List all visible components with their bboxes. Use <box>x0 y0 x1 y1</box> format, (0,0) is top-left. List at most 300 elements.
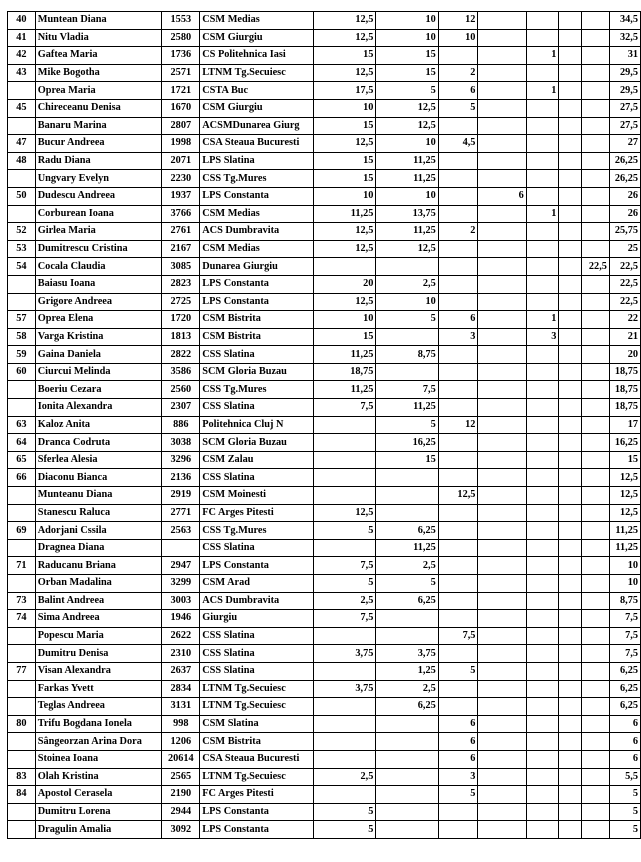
score-2-cell <box>376 768 438 786</box>
total-cell: 5 <box>609 821 640 839</box>
club-cell: CSS Slatina <box>200 627 314 645</box>
club-cell: CSM Bistrita <box>200 733 314 751</box>
total-cell: 21 <box>609 328 640 346</box>
table-row <box>8 258 641 276</box>
rank-cell: 58 <box>8 328 36 346</box>
score-5-cell <box>526 698 559 716</box>
score-7-cell <box>582 557 610 575</box>
total-cell: 32,5 <box>609 29 640 47</box>
license-code-cell: 1553 <box>162 12 200 30</box>
score-6-cell <box>559 240 582 258</box>
score-2-cell: 10 <box>376 12 438 30</box>
score-1-cell: 12,5 <box>314 12 376 30</box>
table-row <box>8 240 641 258</box>
score-2-cell <box>376 750 438 768</box>
score-1-cell: 12,5 <box>314 135 376 153</box>
score-6-cell <box>559 399 582 417</box>
athlete-name-cell: Baiasu Ioana <box>35 275 162 293</box>
athlete-name-cell: Sângeorzan Arina Dora <box>35 733 162 751</box>
score-4-cell <box>478 434 526 452</box>
license-code-cell: 2190 <box>162 786 200 804</box>
athlete-name-cell: Muntean Diana <box>35 12 162 30</box>
total-cell: 11,25 <box>609 522 640 540</box>
score-4-cell <box>478 135 526 153</box>
score-7-cell <box>582 662 610 680</box>
score-3-cell <box>438 504 478 522</box>
license-code-cell: 2725 <box>162 293 200 311</box>
license-code-cell: 2310 <box>162 645 200 663</box>
total-cell: 10 <box>609 557 640 575</box>
table-row <box>8 662 641 680</box>
license-code-cell: 3003 <box>162 592 200 610</box>
score-5-cell <box>526 293 559 311</box>
score-6-cell <box>559 311 582 329</box>
score-2-cell: 5 <box>376 416 438 434</box>
license-code-cell: 2071 <box>162 152 200 170</box>
score-1-cell: 12,5 <box>314 293 376 311</box>
score-3-cell <box>438 117 478 135</box>
score-5-cell <box>526 750 559 768</box>
score-3-cell <box>438 522 478 540</box>
score-7-cell <box>582 29 610 47</box>
score-2-cell <box>376 715 438 733</box>
score-6-cell <box>559 293 582 311</box>
score-5-cell <box>526 117 559 135</box>
total-cell: 34,5 <box>609 12 640 30</box>
score-7-cell <box>582 698 610 716</box>
total-cell: 11,25 <box>609 539 640 557</box>
score-2-cell <box>376 821 438 839</box>
license-code-cell: 2563 <box>162 522 200 540</box>
score-3-cell: 12 <box>438 416 478 434</box>
score-4-cell <box>478 99 526 117</box>
score-4-cell <box>478 399 526 417</box>
score-5-cell <box>526 522 559 540</box>
score-6-cell <box>559 750 582 768</box>
athlete-name-cell: Corburean Ioana <box>35 205 162 223</box>
club-cell: CSM Medias <box>200 12 314 30</box>
score-5-cell: 1 <box>526 47 559 65</box>
score-1-cell <box>314 487 376 505</box>
rank-cell: 65 <box>8 451 36 469</box>
total-cell: 27 <box>609 135 640 153</box>
score-1-cell: 12,5 <box>314 240 376 258</box>
score-4-cell <box>478 750 526 768</box>
score-1-cell: 10 <box>314 99 376 117</box>
license-code-cell: 1813 <box>162 328 200 346</box>
score-1-cell <box>314 786 376 804</box>
total-cell: 12,5 <box>609 504 640 522</box>
club-cell: LTNM Tg.Secuiesc <box>200 680 314 698</box>
score-2-cell <box>376 627 438 645</box>
score-5-cell <box>526 627 559 645</box>
table-row <box>8 821 641 839</box>
score-4-cell <box>478 610 526 628</box>
score-6-cell <box>559 575 582 593</box>
table-row <box>8 152 641 170</box>
total-cell: 7,5 <box>609 610 640 628</box>
score-2-cell <box>376 469 438 487</box>
score-2-cell <box>376 803 438 821</box>
score-2-cell: 12,5 <box>376 240 438 258</box>
club-cell: CSTA Buc <box>200 82 314 100</box>
table-row <box>8 750 641 768</box>
total-cell: 26 <box>609 187 640 205</box>
table-row <box>8 610 641 628</box>
score-2-cell: 16,25 <box>376 434 438 452</box>
license-code-cell: 3038 <box>162 434 200 452</box>
score-1-cell <box>314 469 376 487</box>
table-row <box>8 768 641 786</box>
score-1-cell: 7,5 <box>314 399 376 417</box>
total-cell: 17 <box>609 416 640 434</box>
rank-cell: 48 <box>8 152 36 170</box>
table-row <box>8 170 641 188</box>
score-5-cell <box>526 29 559 47</box>
score-4-cell <box>478 275 526 293</box>
table-row <box>8 64 641 82</box>
score-1-cell: 12,5 <box>314 223 376 241</box>
score-4-cell <box>478 64 526 82</box>
score-4-cell <box>478 504 526 522</box>
score-4-cell <box>478 768 526 786</box>
license-code-cell: 2822 <box>162 346 200 364</box>
score-2-cell: 5 <box>376 575 438 593</box>
club-cell: CSS Slatina <box>200 346 314 364</box>
score-4-cell <box>478 117 526 135</box>
score-5-cell <box>526 662 559 680</box>
rank-cell: 40 <box>8 12 36 30</box>
score-6-cell <box>559 487 582 505</box>
total-cell: 29,5 <box>609 64 640 82</box>
score-5-cell <box>526 240 559 258</box>
license-code-cell: 2944 <box>162 803 200 821</box>
score-6-cell <box>559 715 582 733</box>
score-3-cell: 5 <box>438 786 478 804</box>
score-7-cell <box>582 82 610 100</box>
club-cell: Dunarea Giurgiu <box>200 258 314 276</box>
table-row <box>8 82 641 100</box>
score-1-cell: 15 <box>314 47 376 65</box>
table-row <box>8 363 641 381</box>
rank-cell <box>8 575 36 593</box>
score-6-cell <box>559 12 582 30</box>
score-6-cell <box>559 733 582 751</box>
license-code-cell: 1206 <box>162 733 200 751</box>
total-cell: 26 <box>609 205 640 223</box>
score-7-cell <box>582 434 610 452</box>
score-7-cell <box>582 803 610 821</box>
club-cell: CSM Arad <box>200 575 314 593</box>
club-cell: SCM Gloria Buzau <box>200 434 314 452</box>
table-row <box>8 469 641 487</box>
rank-cell <box>8 733 36 751</box>
score-3-cell <box>438 363 478 381</box>
score-7-cell <box>582 715 610 733</box>
score-4-cell: 6 <box>478 187 526 205</box>
score-1-cell <box>314 434 376 452</box>
score-2-cell: 11,25 <box>376 539 438 557</box>
license-code-cell: 2167 <box>162 240 200 258</box>
license-code-cell: 2571 <box>162 64 200 82</box>
athlete-name-cell: Ciurcui Melinda <box>35 363 162 381</box>
score-6-cell <box>559 99 582 117</box>
rank-cell <box>8 82 36 100</box>
club-cell: Politehnica Cluj N <box>200 416 314 434</box>
athlete-name-cell: Radu Diana <box>35 152 162 170</box>
athlete-name-cell: Apostol Cerasela <box>35 786 162 804</box>
score-3-cell <box>438 205 478 223</box>
score-5-cell <box>526 451 559 469</box>
athlete-name-cell: Teglas Andreea <box>35 698 162 716</box>
score-6-cell <box>559 47 582 65</box>
license-code-cell: 2771 <box>162 504 200 522</box>
total-cell: 26,25 <box>609 152 640 170</box>
score-5-cell <box>526 557 559 575</box>
table-row <box>8 399 641 417</box>
table-row <box>8 29 641 47</box>
score-1-cell <box>314 662 376 680</box>
score-2-cell <box>376 363 438 381</box>
rank-cell: 77 <box>8 662 36 680</box>
score-1-cell: 5 <box>314 803 376 821</box>
score-3-cell <box>438 381 478 399</box>
score-3-cell <box>438 275 478 293</box>
rank-cell: 63 <box>8 416 36 434</box>
license-code-cell: 1998 <box>162 135 200 153</box>
club-cell: LTNM Tg.Secuiesc <box>200 698 314 716</box>
table-row <box>8 733 641 751</box>
score-7-cell <box>582 627 610 645</box>
athlete-name-cell: Farkas Yvett <box>35 680 162 698</box>
score-5-cell <box>526 592 559 610</box>
score-1-cell: 2,5 <box>314 592 376 610</box>
rank-cell: 47 <box>8 135 36 153</box>
score-1-cell: 17,5 <box>314 82 376 100</box>
score-2-cell <box>376 504 438 522</box>
score-6-cell <box>559 275 582 293</box>
club-cell: CSM Bistrita <box>200 311 314 329</box>
table-row <box>8 627 641 645</box>
score-3-cell <box>438 821 478 839</box>
score-1-cell <box>314 416 376 434</box>
license-code-cell: 2761 <box>162 223 200 241</box>
score-1-cell: 5 <box>314 522 376 540</box>
license-code-cell: 2560 <box>162 381 200 399</box>
score-1-cell: 11,25 <box>314 381 376 399</box>
athlete-name-cell: Dragnea Diana <box>35 539 162 557</box>
score-5-cell <box>526 680 559 698</box>
score-7-cell <box>582 12 610 30</box>
license-code-cell: 1721 <box>162 82 200 100</box>
score-3-cell <box>438 47 478 65</box>
athlete-name-cell: Trifu Bogdana Ionela <box>35 715 162 733</box>
score-6-cell <box>559 64 582 82</box>
total-cell: 22,5 <box>609 293 640 311</box>
table-row <box>8 328 641 346</box>
score-5-cell <box>526 821 559 839</box>
score-5-cell <box>526 434 559 452</box>
score-1-cell: 15 <box>314 117 376 135</box>
score-1-cell: 12,5 <box>314 64 376 82</box>
license-code-cell: 2230 <box>162 170 200 188</box>
score-2-cell: 13,75 <box>376 205 438 223</box>
total-cell: 18,75 <box>609 363 640 381</box>
score-2-cell <box>376 733 438 751</box>
license-code-cell: 2919 <box>162 487 200 505</box>
score-7-cell <box>582 575 610 593</box>
score-7-cell <box>582 610 610 628</box>
rank-cell: 57 <box>8 311 36 329</box>
license-code-cell: 1736 <box>162 47 200 65</box>
score-2-cell: 11,25 <box>376 170 438 188</box>
score-7-cell <box>582 328 610 346</box>
athlete-name-cell: Mike Bogotha <box>35 64 162 82</box>
club-cell: CSM Slatina <box>200 715 314 733</box>
rank-cell <box>8 399 36 417</box>
score-7-cell <box>582 223 610 241</box>
score-4-cell <box>478 733 526 751</box>
club-cell: ACS Dumbravita <box>200 223 314 241</box>
score-6-cell <box>559 135 582 153</box>
club-cell: LPS Constanta <box>200 557 314 575</box>
score-3-cell <box>438 803 478 821</box>
score-2-cell: 6,25 <box>376 698 438 716</box>
rank-cell: 53 <box>8 240 36 258</box>
score-5-cell <box>526 12 559 30</box>
score-2-cell <box>376 258 438 276</box>
club-cell: LPS Constanta <box>200 803 314 821</box>
athlete-name-cell: Raducanu Briana <box>35 557 162 575</box>
score-4-cell <box>478 803 526 821</box>
table-row <box>8 592 641 610</box>
score-1-cell: 3,75 <box>314 645 376 663</box>
rank-cell <box>8 750 36 768</box>
table-row <box>8 311 641 329</box>
score-7-cell <box>582 750 610 768</box>
table-row <box>8 117 641 135</box>
score-6-cell <box>559 821 582 839</box>
score-1-cell: 18,75 <box>314 363 376 381</box>
score-4-cell <box>478 557 526 575</box>
total-cell: 12,5 <box>609 469 640 487</box>
total-cell: 16,25 <box>609 434 640 452</box>
athlete-name-cell: Dudescu Andreea <box>35 187 162 205</box>
table-row <box>8 487 641 505</box>
total-cell: 5,5 <box>609 768 640 786</box>
rank-cell: 45 <box>8 99 36 117</box>
club-cell: ACSMDunarea Giurg <box>200 117 314 135</box>
score-2-cell: 12,5 <box>376 99 438 117</box>
club-cell: SCM Gloria Buzau <box>200 363 314 381</box>
score-7-cell <box>582 293 610 311</box>
score-1-cell: 15 <box>314 170 376 188</box>
total-cell: 22 <box>609 311 640 329</box>
score-7-cell <box>582 381 610 399</box>
score-1-cell: 5 <box>314 821 376 839</box>
athlete-name-cell: Popescu Maria <box>35 627 162 645</box>
license-code-cell: 2307 <box>162 399 200 417</box>
table-row <box>8 504 641 522</box>
athlete-name-cell: Olah Kristina <box>35 768 162 786</box>
score-1-cell <box>314 733 376 751</box>
score-6-cell <box>559 504 582 522</box>
score-3-cell: 3 <box>438 328 478 346</box>
score-7-cell <box>582 170 610 188</box>
total-cell: 27,5 <box>609 99 640 117</box>
score-5-cell: 1 <box>526 311 559 329</box>
table-row <box>8 786 641 804</box>
total-cell: 18,75 <box>609 381 640 399</box>
score-3-cell: 3 <box>438 768 478 786</box>
score-7-cell <box>582 504 610 522</box>
total-cell: 10 <box>609 575 640 593</box>
score-5-cell <box>526 504 559 522</box>
athlete-name-cell: Adorjani Cssila <box>35 522 162 540</box>
score-2-cell: 3,75 <box>376 645 438 663</box>
score-3-cell <box>438 170 478 188</box>
score-3-cell <box>438 610 478 628</box>
total-cell: 25 <box>609 240 640 258</box>
score-6-cell <box>559 170 582 188</box>
club-cell: CSM Moinesti <box>200 487 314 505</box>
score-1-cell: 10 <box>314 311 376 329</box>
score-1-cell: 12,5 <box>314 29 376 47</box>
score-3-cell <box>438 152 478 170</box>
score-3-cell: 6 <box>438 82 478 100</box>
club-cell: CSS Tg.Mures <box>200 522 314 540</box>
club-cell: CSS Tg.Mures <box>200 170 314 188</box>
score-3-cell: 4,5 <box>438 135 478 153</box>
score-4-cell <box>478 451 526 469</box>
license-code-cell: 3131 <box>162 698 200 716</box>
table-row <box>8 47 641 65</box>
score-4-cell <box>478 698 526 716</box>
score-3-cell <box>438 346 478 364</box>
rank-cell <box>8 539 36 557</box>
score-3-cell: 6 <box>438 733 478 751</box>
score-7-cell <box>582 363 610 381</box>
score-3-cell: 12 <box>438 12 478 30</box>
score-7-cell <box>582 135 610 153</box>
table-row <box>8 715 641 733</box>
score-5-cell: 1 <box>526 82 559 100</box>
rank-cell <box>8 504 36 522</box>
table-row <box>8 645 641 663</box>
athlete-name-cell: Stanescu Raluca <box>35 504 162 522</box>
score-4-cell <box>478 29 526 47</box>
rank-cell <box>8 627 36 645</box>
athlete-name-cell: Gaftea Maria <box>35 47 162 65</box>
rank-cell: 73 <box>8 592 36 610</box>
score-4-cell <box>478 152 526 170</box>
rank-cell: 52 <box>8 223 36 241</box>
score-6-cell <box>559 786 582 804</box>
total-cell: 26,25 <box>609 170 640 188</box>
license-code-cell: 1720 <box>162 311 200 329</box>
total-cell: 6 <box>609 733 640 751</box>
rank-cell <box>8 803 36 821</box>
athlete-name-cell: Diaconu Bianca <box>35 469 162 487</box>
score-3-cell <box>438 680 478 698</box>
rank-cell <box>8 381 36 399</box>
score-7-cell <box>582 487 610 505</box>
score-7-cell <box>582 821 610 839</box>
club-cell: CSS Slatina <box>200 399 314 417</box>
score-5-cell <box>526 469 559 487</box>
rank-cell: 69 <box>8 522 36 540</box>
score-3-cell: 2 <box>438 64 478 82</box>
